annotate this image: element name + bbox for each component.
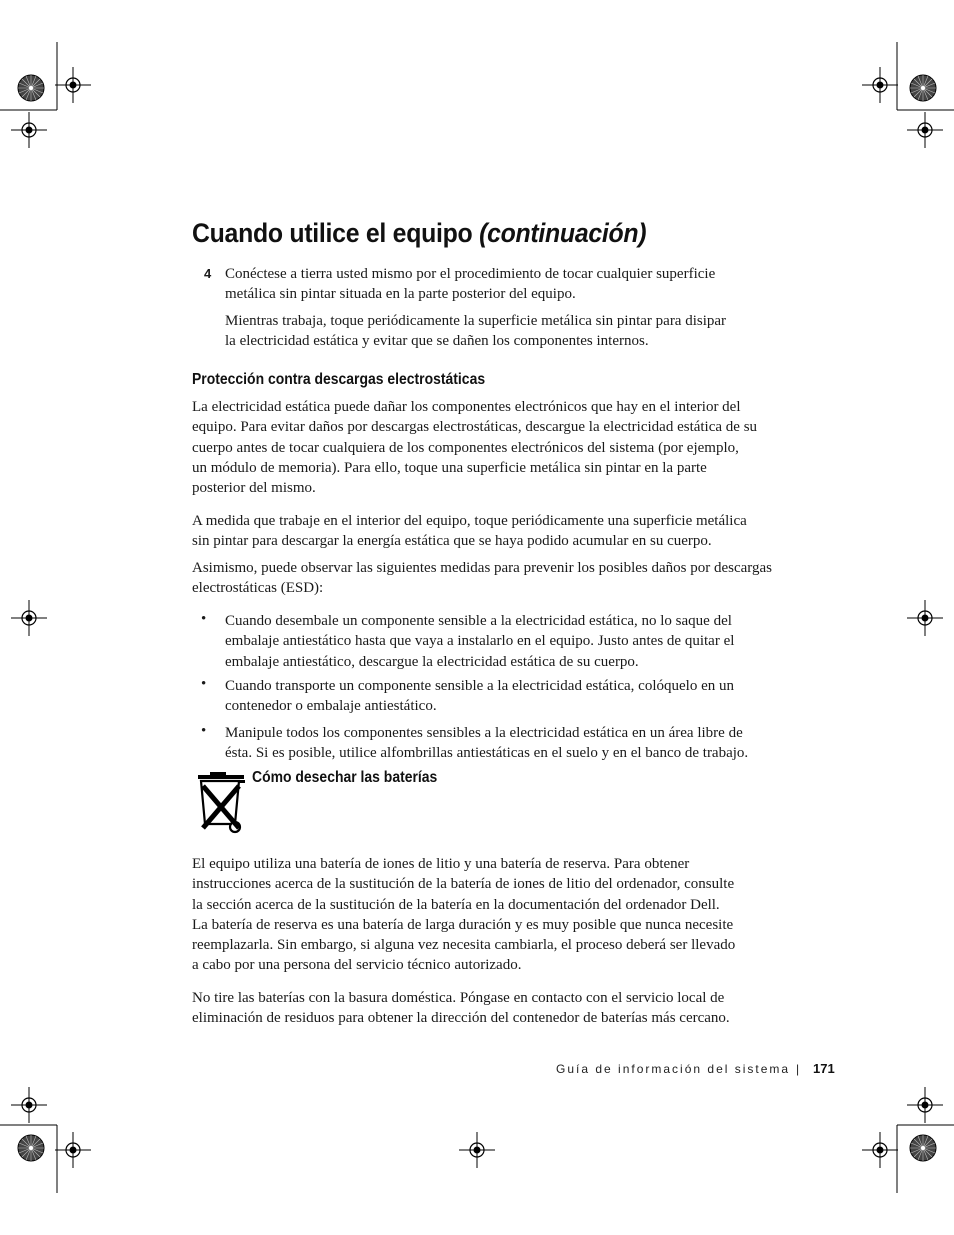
footer-separator: |: [796, 1062, 800, 1076]
crossed-out-bin-icon: [195, 770, 249, 836]
step-note: Mientras trabaja, toque periódicamente la superficie metálica sin pintar para disipar la electricidad estática y evitar que se dañen los componentes internos.: [225, 313, 727, 350]
title-continuation: (continuación): [479, 218, 647, 248]
esd-paragraph-2: A medida que trabaje en el interior del equipo, toque periódicamente una superficie metálica sin pintar para descargar la energía estática que se haya podido acumular en su cuerpo.: [192, 513, 747, 550]
battery-heading: Cómo desechar las baterías: [252, 769, 438, 786]
bullet-marker: •: [201, 723, 207, 739]
list-item: Cuando transporte un componente sensible a la electricidad estática, colóquelo en un contenedor o embalaje antiestático.: [225, 678, 734, 715]
page-title: Cuando utilice el equipo (continuación): [192, 218, 647, 248]
bullet-marker: •: [201, 611, 207, 627]
battery-paragraph-1: El equipo utiliza una batería de iones de litio y una batería de reserva. Para obtener instrucciones acerca de la sustitución de la batería de iones de litio del ordenador, consulte la sección acerca de la sustitución de la batería en la documentación del ordenador Dell. La batería de reserva es una batería de larga duración y es muy posible que nunca necesite reemplazarla. Sin embargo, si alguna vez necesita cambiarla, el proceso deberá ser llevado a cabo por una persona del servicio técnico autorizado.: [192, 856, 736, 974]
list-item: Manipule todos los componentes sensibles a la electricidad estática en un área libre de ésta. Si es posible, utilice alfombrillas antiestáticas en el suelo y en el banco de trabajo.: [225, 725, 749, 762]
esd-paragraph-3: Asimismo, puede observar las siguientes medidas para prevenir los posibles daños por descargas electrostáticas (ESD):: [192, 560, 773, 597]
battery-paragraph-2: No tire las baterías con la basura doméstica. Póngase en contacto con el servicio local de eliminación de residuos para obtener la dirección del contenedor de baterías más cercano.: [192, 990, 730, 1027]
esd-paragraph-1: La electricidad estática puede dañar los componentes electrónicos que hay en el interior del equipo. Para evitar daños por descargas electrostáticas, descargue la electricidad estática de su cuerpo antes de tocar cualquiera de los componentes electrónicos del sistema (por ejemplo, un módulo de memoria). Para ello, toque una superficie metálica sin pintar en la parte posterior del mismo.: [192, 399, 758, 497]
step-text: Conéctese a tierra usted mismo por el procedimiento de tocar cualquier superficie metálica sin pintar situada en la parte posterior del equipo.: [225, 266, 716, 303]
page-number: 171: [813, 1061, 835, 1076]
esd-heading: Protección contra descargas electrostáticas: [192, 371, 486, 388]
bullet-marker: •: [201, 676, 207, 692]
step-number: 4: [204, 266, 212, 281]
list-item: Cuando desembale un componente sensible a la electricidad estática, no lo saque del embalaje antiestático hasta que vaya a instalarlo en el equipo. Justo antes de quitar el embalaje antiestático, descargue la electricidad estática de su cuerpo.: [225, 613, 735, 670]
footer-guide-title: Guía de información del sistema: [556, 1062, 791, 1076]
